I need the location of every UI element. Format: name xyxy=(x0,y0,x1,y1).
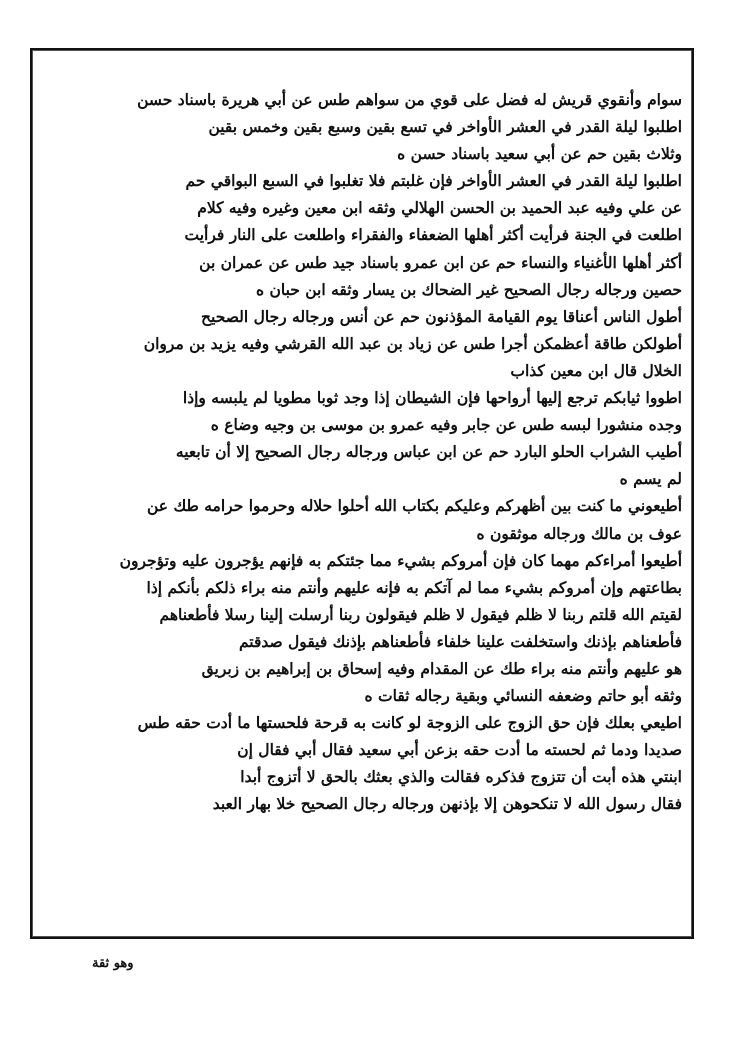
text-line: بطاعتهم وإن أمروكم بشيء مما لم آتكم به فإنه عليهم وأنتم منه براء ذلكم بأنكم إذا xyxy=(146,577,682,597)
manuscript-text-block xyxy=(40,86,682,818)
text-line: وثلاث بقين حم عن أبي سعيد باسناد حسن ه xyxy=(397,144,682,164)
text-line: لم يسم ه xyxy=(619,469,682,489)
text-line: اطلبوا ليلة القدر في العشر الأواخر في تسع بقين وسبع بقين وخمس بقين xyxy=(208,117,682,137)
text-line: أطول الناس أعناقا يوم القيامة المؤذنون حم عن أنس ورجاله رجال الصحيح xyxy=(201,306,682,326)
text-line: أطيعوا أمراءكم مهما كان فإن أمروكم بشيء مما جئتكم به فإنهم يؤجرون عليه وتؤجرون xyxy=(119,550,682,570)
text-line: حصين ورجاله رجال الصحيح غير الضحاك بن يسار وثقه ابن حبان ه xyxy=(255,279,682,299)
text-line: هو عليهم وأنتم منه براء طك عن المقدام وفيه إسحاق بن إبراهيم بن زبريق xyxy=(201,658,682,678)
text-line: اطلبوا ليلة القدر في العشر الأواخر فإن غلبتم فلا تغلبوا في السبع البواقي حم xyxy=(185,171,682,191)
text-line: الخلال قال ابن معين كذاب xyxy=(510,360,682,380)
text-line: فقال رسول الله لا تنكحوهن إلا بإذنهن ورجاله رجال الصحيح خلا بهار العبد xyxy=(212,794,682,814)
text-line: ابنتي هذه أبت أن تتزوج فذكره فقالت والذي بعثك بالحق لا أتزوج أبدا xyxy=(240,767,682,787)
text-line: عن علي وفيه عبد الحميد بن الحسن الهلالي وثقه ابن معين وغيره وفيه كلام xyxy=(197,198,682,218)
text-line: أكثر أهلها الأغنياء والنساء حم عن ابن عمرو باسناد جيد طس عن عمران بن xyxy=(199,252,682,272)
text-line: عوف بن مالك ورجاله موثقون ه xyxy=(476,523,682,543)
text-line: اطيعي بعلك فإن حق الزوج على الزوجة لو كانت به قرحة فلحستها ما أدت حقه طس xyxy=(137,713,682,733)
text-line: سوام وأنقوي قريش له فضل على قوي من سواهم طس عن أبي هريرة باسناد حسن xyxy=(137,90,682,109)
text-line: فأطعناهم بإذنك واستخلفت علينا خلفاء فأطعناهم بإذنك فيقول صدقتم xyxy=(238,631,682,651)
text-line: صديدا ودما ثم لحسته ما أدت حقه بزعن أبي سعيد فقال أبي فقال إن xyxy=(237,740,682,760)
catchword: وهو ثقة xyxy=(92,956,134,971)
text-line: أطولكن طاقة أعظمكن أجرا طس عن زياد بن عبد الله القرشي وفيه يزيد بن مروان xyxy=(143,333,682,353)
text-line: اطلعت في الجنة فرأيت أكثر أهلها الضعفاء والفقراء واطلعت على النار فرأيت xyxy=(184,225,682,245)
text-line: اطووا ثيابكم ترجع إليها أرواحها فإن الشيطان إذا وجد ثوبا مطويا لم يلبسه وإذا xyxy=(182,388,682,408)
text-line: وثقه أبو حاتم وضعفه النسائي وبقية رجاله ثقات ه xyxy=(364,686,682,706)
text-line: وجده منشورا لبسه طس عن جابر وفيه عمرو بن موسى بن وجيه وضاع ه xyxy=(210,415,682,435)
text-line: أطيعوني ما كنت بين أظهركم وعليكم بكتاب الله أحلوا حلاله وحرموا حرامه طك عن xyxy=(147,496,682,516)
text-line: لقيتم الله قلتم ربنا لا ظلم فيقول لا ظلم فيقولون ربنا أرسلت إلينا رسلا فأطعناهم xyxy=(159,604,682,624)
text-line: أطيب الشراب الحلو البارد حم عن ابن عباس ورجاله رجال الصحيح إلا أن تابعيه xyxy=(175,442,682,462)
